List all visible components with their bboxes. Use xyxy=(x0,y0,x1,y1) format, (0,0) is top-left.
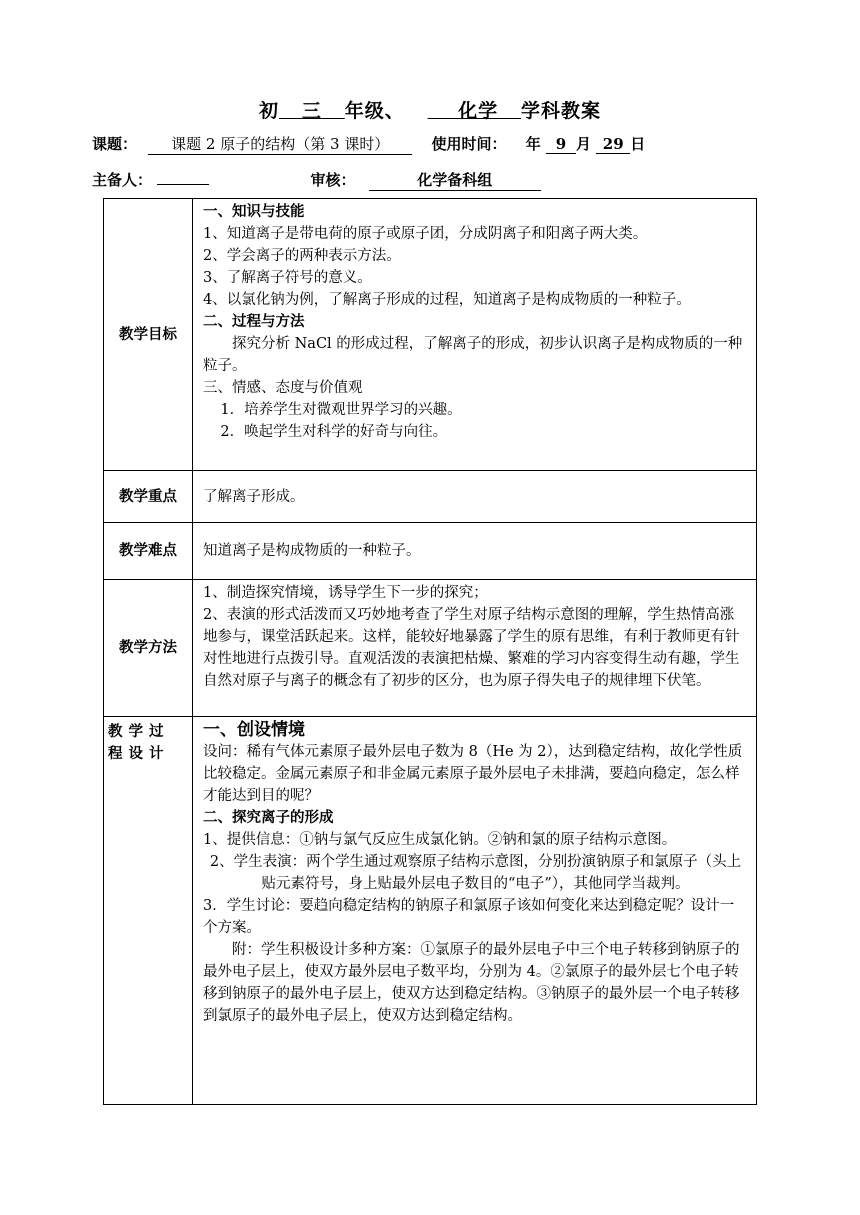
day-value: 29 xyxy=(596,135,630,154)
objectives-line: 三、情感、态度与价值观 xyxy=(203,380,363,396)
objectives-line: 一、知识与技能 xyxy=(203,204,305,220)
objectives-content xyxy=(193,199,757,471)
objectives-label: 教学目标 xyxy=(104,199,193,471)
preparer-row xyxy=(92,169,541,191)
page-title xyxy=(0,96,860,123)
lesson-plan-table xyxy=(103,198,757,1105)
process-line: 3．学生讨论：要趋向稳定结构的钠原子和氯原子该如何变化来达到稳定呢？设计一个方案。 xyxy=(203,898,735,936)
process-line: 二、探究离子的形成 xyxy=(203,810,334,826)
subject-suffix: 学科教案 xyxy=(520,100,601,122)
objectives-line: 探究分析 NaCl 的形成过程，了解离子的形成，初步认识离子是构成物质的一种粒子。 xyxy=(203,336,743,374)
month-value: 9 xyxy=(546,135,576,154)
objectives-line: 3、了解离子符号的意义。 xyxy=(203,270,372,286)
difficulty-content: 知道离子是构成物质的一种粒子。 xyxy=(193,523,757,580)
objectives-line: 1．培养学生对微观世界学习的兴趣。 xyxy=(220,402,462,418)
time-label: 使用时间： xyxy=(431,135,507,153)
methods-line: 1、制造探究情境，诱导学生下一步的探究； xyxy=(203,585,488,601)
preparer-value xyxy=(157,184,209,185)
methods-label: 教学方法 xyxy=(104,580,193,717)
objectives-row xyxy=(104,199,757,471)
process-line: 1、提供信息：①钠与氯气反应生成氯化钠。②钠和氯的原子结构示意图。 xyxy=(203,832,677,848)
process-line: 2、学生表演：两个学生通过观察原子结构示意图，分别扮演钠原子和氯原子（头上贴元素符号，身上贴最外层电子数目的“电子”），其他同学当裁判。 xyxy=(209,854,742,892)
process-content xyxy=(193,717,757,1105)
methods-content xyxy=(193,580,757,717)
methods-row xyxy=(104,580,757,717)
objectives-line: 二、过程与方法 xyxy=(203,314,305,330)
grade-suffix: 年级、 xyxy=(344,100,405,122)
key-point-row xyxy=(104,471,757,523)
key-point-label: 教学重点 xyxy=(104,471,193,523)
reviewer-label: 审核： xyxy=(310,171,356,189)
reviewer-value: 化学备科组 xyxy=(369,169,541,191)
difficulty-label: 教学难点 xyxy=(104,523,193,580)
topic-value: 课题 2 原子的结构（第 3 课时） xyxy=(148,133,412,155)
key-point-content: 了解离子形成。 xyxy=(193,471,757,523)
year-label: 年 xyxy=(525,135,541,153)
title-prefix: 初 xyxy=(259,100,280,122)
process-row xyxy=(104,717,757,1105)
topic-label: 课题： xyxy=(92,135,138,153)
preparer-label: 主备人： xyxy=(92,171,153,189)
objectives-line: 4、以氯化钠为例，了解离子形成的过程，知道离子是构成物质的一种粒子。 xyxy=(203,292,691,308)
objectives-line: 2、学会离子的两种表示方法。 xyxy=(203,248,401,264)
process-label: 教学过程设计 xyxy=(104,717,193,1105)
month-label: 月 xyxy=(575,135,591,153)
process-line: 一、创设情境 xyxy=(203,720,305,740)
methods-line: 2、表演的形式活泼而又巧妙地考查了学生对原子结构示意图的理解，学生热情高涨地参与，课堂活跃起来。这样，能较好地暴露了学生的原有思维，有利于教师更有针对性地进行点拨引导。直观活泼的表演把枯燥、繁难的学习内容变得生动有趣，学生自然对原子与离子的概念有了初步的区分，也为原子得失电子的规律埋下伏笔。 xyxy=(203,607,740,689)
objectives-line: 1、知道离子是带电荷的原子或原子团，分成阴离子和阳离子两大类。 xyxy=(203,226,648,242)
difficulty-row xyxy=(104,523,757,580)
objectives-line: 2．唤起学生对科学的好奇与向往。 xyxy=(220,424,448,440)
process-line: 附：学生积极设计多种方案：①氯原子的最外层电子中三个电子转移到钠原子的最外电子层上，使双方最外层电子数平均，分别为 4。②氯原子的最外层七个电子转移到钠原子的最外电子层上，使双方达到稳定结构。③钠原子的最外层一个电子转移到氯原子的最外电子层上，使双方达到稳定结构。 xyxy=(203,942,740,1024)
process-line: 设问：稀有气体元素原子最外层电子数为 8（He 为 2），达到稳定结构，故化学性质比较稳定。金属元素原子和非金属元素原子最外层电子未排满，要趋向稳定，怎么样才能达到目的呢？ xyxy=(203,744,743,804)
day-label: 日 xyxy=(630,135,646,153)
grade-value: 三 xyxy=(301,100,322,122)
subject-value: 化学 xyxy=(458,100,499,122)
topic-row xyxy=(92,133,645,155)
